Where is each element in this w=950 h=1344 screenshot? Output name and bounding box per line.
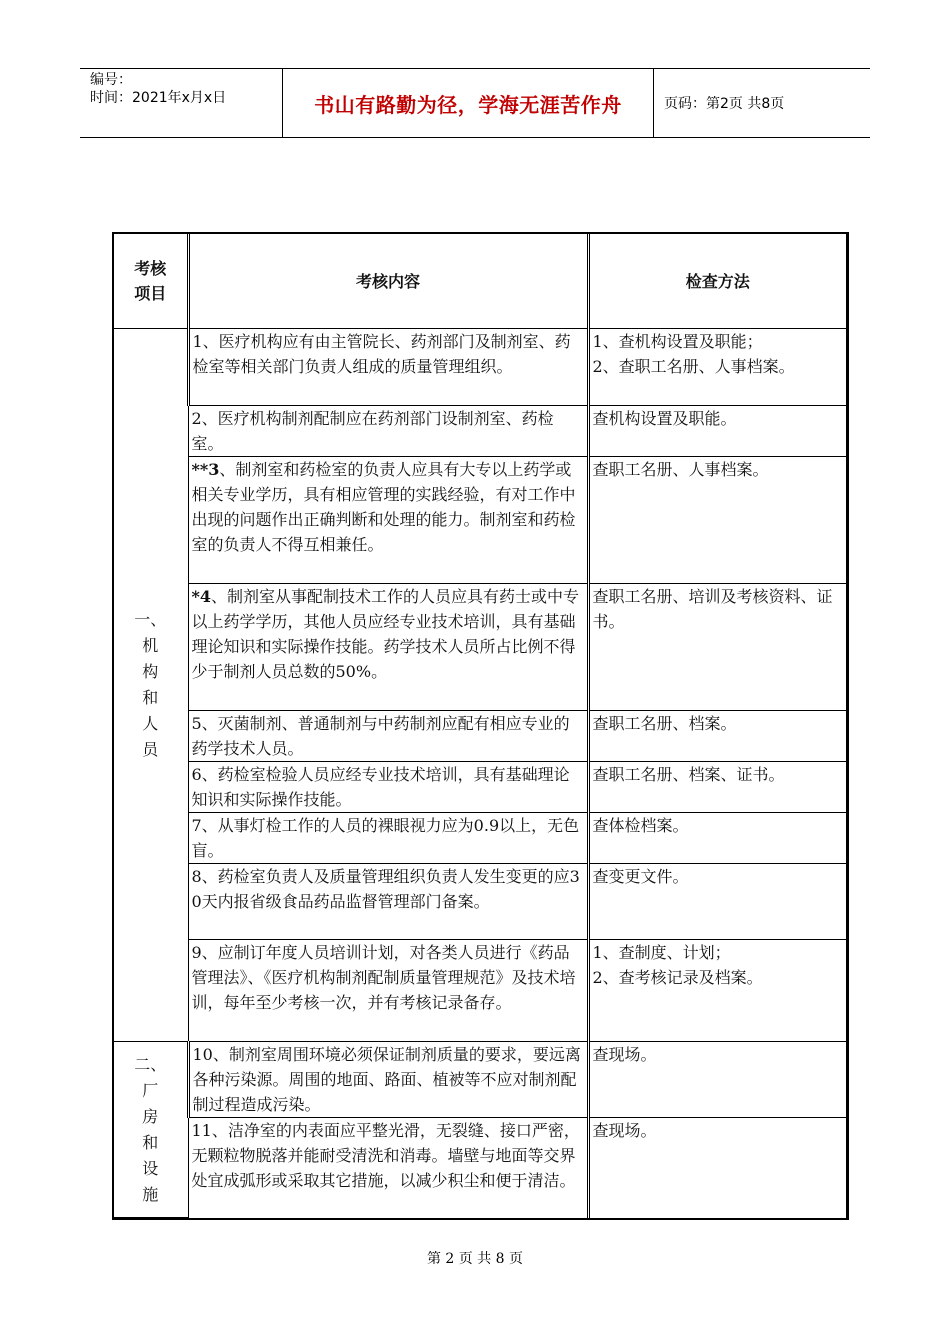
check-method-cell	[588, 813, 846, 864]
check-method-line: 查职工名册、档案、证书。	[592, 765, 785, 784]
section-title-char: 施	[142, 1184, 159, 1204]
section-title-char: 和	[142, 688, 159, 707]
check-method-line: 查机构设置及职能。	[592, 409, 737, 428]
check-method-line: 1、查制度、计划；	[592, 943, 731, 962]
assessment-content-cell	[188, 762, 588, 813]
header-assessment-content: 考核内容	[188, 234, 588, 329]
table-row	[114, 406, 846, 457]
section-title-char: 构	[142, 662, 159, 681]
check-method-cell	[588, 457, 846, 584]
table-row	[114, 1118, 846, 1218]
assessment-table	[114, 234, 846, 1218]
header-meta	[80, 69, 283, 137]
check-method-cell	[588, 864, 846, 940]
check-method-line: 查体检档案。	[592, 816, 689, 835]
header-assessment-item-line: 项目	[134, 284, 167, 303]
assessment-content-text: 2、医疗机构制剂配制应在药剂部门设制剂室、药检室。	[191, 409, 554, 453]
header-check-method: 检查方法	[588, 234, 846, 329]
assessment-content-text: 1、医疗机构应有由主管院长、药剂部门及制剂室、药检室等相关部门负责人组成的质量管理组织。	[192, 332, 571, 376]
header-page-info: 页码：第2页 共8页	[664, 96, 785, 112]
page-header	[80, 68, 870, 138]
check-method-line: 查职工名册、档案。	[592, 714, 737, 733]
key-item-marker: *4	[191, 587, 211, 606]
check-method-line: 查现场。	[592, 1121, 657, 1140]
assessment-content-cell	[188, 406, 588, 457]
assessment-table-frame	[112, 232, 849, 1220]
assessment-content-text: 11、洁净室的内表面应平整光滑，无裂缝、接口严密，无颗粒物脱落并能耐受清洗和消毒。墙壁与地面等交界处宜成弧形或采取其它措施，以减少积尘和便于清洁。	[191, 1121, 580, 1190]
table-row	[114, 762, 846, 813]
check-method-cell	[588, 406, 846, 457]
assessment-content-text: 、制剂室从事配制技术工作的人员应具有药士或中专以上药学学历，其他人员应经专业技术培训，具有基础理论知识和实际操作技能。药学技术人员所占比例不得少于制剂人员总数的50%。	[191, 587, 580, 681]
assessment-content-cell	[188, 940, 588, 1042]
assessment-content-text: 5、灭菌制剂、普通制剂与中药制剂应配有相应专业的药学技术人员。	[191, 714, 570, 758]
assessment-content-cell	[188, 1042, 588, 1118]
document-time-label: 时间：2021年x月x日	[90, 90, 227, 106]
table-row	[114, 329, 846, 406]
assessment-content-cell	[188, 864, 588, 940]
section-title-char: 厂	[142, 1080, 159, 1100]
assessment-content-cell	[188, 584, 588, 711]
check-method-cell	[588, 711, 846, 762]
table-row	[114, 864, 846, 940]
section-title	[114, 1042, 188, 1218]
section-title-char: 一、	[134, 610, 167, 629]
check-method-cell	[588, 1118, 846, 1218]
assessment-content-text: 10、制剂室周围环境必须保证制剂质量的要求，要远离各种污染源。周围的地面、路面、植被等不应对制剂配制过程造成污染。	[192, 1045, 581, 1114]
section-title-char: 和	[142, 1132, 159, 1152]
assessment-content-text: 、制剂室和药检室的负责人应具有大专以上药学或相关专业学历，具有相应管理的实践经验，有对工作中出现的问题作出正确判断和处理的能力。制剂室和药检室的负责人不得互相兼任。	[191, 460, 576, 554]
table-row	[114, 1042, 846, 1118]
check-method-cell	[588, 584, 846, 711]
check-method-line: 查职工名册、培训及考核资料、证书。	[592, 587, 833, 631]
section-title-char: 二、	[134, 1054, 167, 1074]
table-header-row	[114, 234, 846, 329]
table-row	[114, 813, 846, 864]
check-method-line: 1、查机构设置及职能；	[592, 332, 763, 351]
header-motto: 书山有路勤为径，学海无涯苦作舟	[283, 69, 654, 137]
assessment-content-text: 8、药检室负责人及质量管理组织负责人发生变更的应30天内报省级食品药品监督管理部门备案。	[191, 867, 580, 911]
section-title-char: 房	[142, 1106, 159, 1126]
section-title-char: 员	[142, 740, 159, 759]
table-row	[114, 584, 846, 711]
header-assessment-item	[114, 234, 188, 329]
section-title-char: 人	[142, 714, 159, 733]
assessment-content-cell	[188, 329, 588, 406]
check-method-line: 2、查职工名册、人事档案。	[592, 357, 795, 376]
assessment-content-cell	[188, 711, 588, 762]
page-footer: 第 2 页 共 8 页	[426, 1251, 524, 1267]
assessment-content-text: 6、药检室检验人员应经专业技术培训，具有基础理论知识和实际操作技能。	[191, 765, 570, 809]
section-title-char: 设	[142, 1158, 159, 1178]
assessment-content-cell	[188, 457, 588, 584]
table-row	[114, 940, 846, 1042]
section-title	[114, 329, 188, 1042]
check-method-cell	[588, 329, 846, 406]
assessment-content-cell	[188, 813, 588, 864]
check-method-line: 查现场。	[592, 1045, 657, 1064]
table-row	[114, 457, 846, 584]
check-method-line: 查变更文件。	[592, 867, 689, 886]
assessment-content-text: 9、应制订年度人员培训计划，对各类人员进行《药品管理法》、《医疗机构制剂配制质量管理规范》及技术培训，每年至少考核一次，并有考核记录备存。	[191, 943, 576, 1012]
assessment-content-cell	[188, 1118, 588, 1218]
check-method-line: 2、查考核记录及档案。	[592, 968, 763, 987]
header-assessment-item-line: 考核	[134, 259, 167, 278]
key-item-marker: **3	[191, 460, 220, 479]
assessment-content-text: 7、从事灯检工作的人员的裸眼视力应为0.9以上，无色盲。	[191, 816, 580, 860]
check-method-line: 查职工名册、人事档案。	[592, 460, 769, 479]
check-method-cell	[588, 940, 846, 1042]
check-method-cell	[588, 1042, 846, 1118]
document-number-label: 编号：	[90, 72, 132, 88]
section-title-char: 机	[142, 636, 159, 655]
table-row	[114, 711, 846, 762]
check-method-cell	[588, 762, 846, 813]
